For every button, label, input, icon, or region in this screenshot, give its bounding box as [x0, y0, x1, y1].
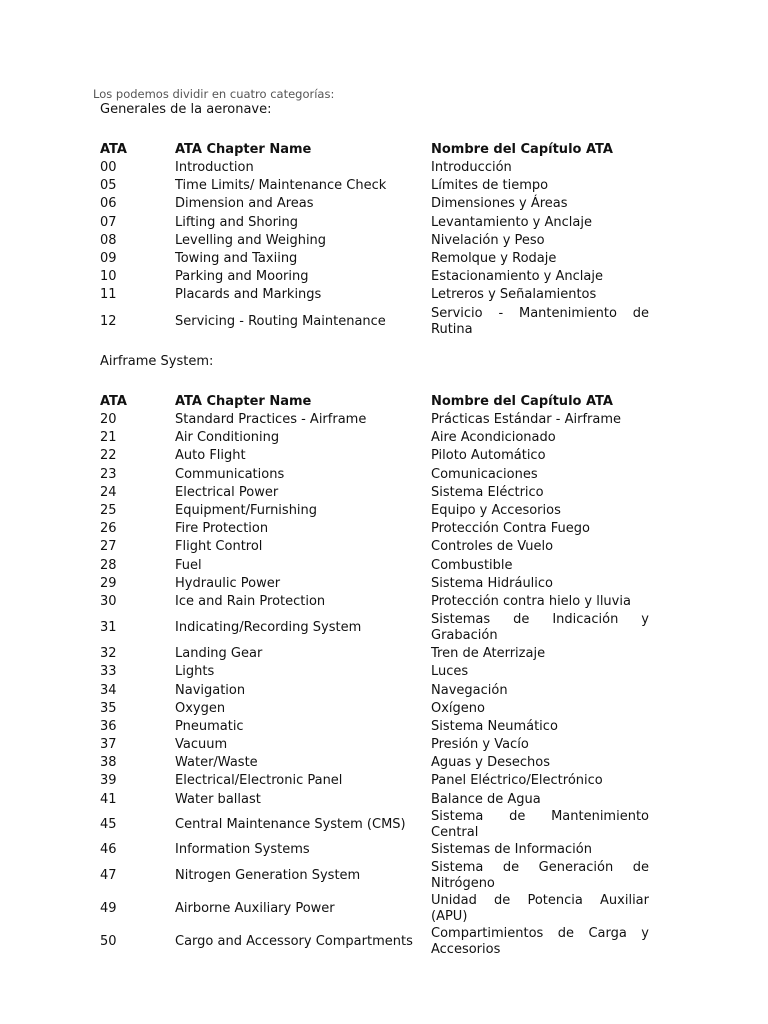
table-row [100, 681, 649, 699]
ata-code: 12 [100, 313, 117, 329]
table-row [100, 502, 649, 520]
ata-code: 37 [100, 737, 117, 753]
chapter-name: Parking and Mooring [175, 269, 309, 285]
ata-code: 49 [100, 900, 117, 916]
ata-code: 29 [100, 575, 117, 591]
table-row [100, 429, 649, 447]
chapter-name: Dimension and Areas [175, 196, 314, 212]
ata-code: 45 [100, 816, 117, 832]
chapter-name: Electrical/Electronic Panel [175, 773, 343, 789]
chapter-name: Lifting and Shoring [175, 214, 299, 230]
chapter-name: Auto Flight [175, 448, 246, 464]
table-row [100, 718, 649, 736]
table-row [100, 557, 649, 575]
table-row [100, 232, 649, 250]
nombre-capitulo: Equipo y Accesorios [431, 503, 561, 519]
nombre-capitulo: Prácticas Estándar - Airframe [431, 412, 622, 428]
table-row [100, 859, 649, 893]
chapter-name: Landing Gear [175, 646, 263, 662]
section-title: Airframe System: [100, 354, 214, 369]
nombre-capitulo: Presión y Vacío [431, 737, 529, 753]
nombre-capitulo: Comunicaciones [431, 466, 538, 482]
table-row [100, 593, 649, 611]
nombre-capitulo: Sistema de Mantenimiento Central [431, 808, 649, 840]
ata-code: 32 [100, 646, 117, 662]
ata-code: 11 [100, 287, 117, 303]
chapter-name: Airborne Auxiliary Power [175, 900, 335, 916]
nombre-capitulo: Protección Contra Fuego [431, 521, 590, 537]
table-row [100, 925, 649, 959]
ata-code: 28 [100, 557, 117, 573]
ata-code: 39 [100, 773, 117, 789]
chapter-name: Fuel [175, 557, 202, 573]
nombre-capitulo: Unidad de Potencia Auxiliar (APU) [431, 892, 649, 924]
ata-code: 24 [100, 484, 117, 500]
table-row [100, 611, 649, 645]
table-row [100, 411, 649, 429]
ata-code: 20 [100, 412, 117, 428]
chapter-name: Nitrogen Generation System [175, 867, 361, 883]
ata-code: 41 [100, 791, 117, 807]
nombre-capitulo: Luces [431, 664, 469, 680]
chapter-name: Equipment/Furnishing [175, 503, 318, 519]
ata-code: 33 [100, 664, 117, 680]
table-row [100, 700, 649, 718]
chapter-name: Central Maintenance System (CMS) [175, 816, 406, 832]
header-nombre: Nombre del Capítulo ATA [431, 393, 613, 409]
chapter-name: Hydraulic Power [175, 575, 281, 591]
ata-code: 26 [100, 521, 117, 537]
table-row [100, 538, 649, 556]
nombre-capitulo: Sistema Neumático [431, 718, 558, 734]
ata-code: 50 [100, 933, 117, 949]
table-row [100, 754, 649, 772]
ata-code: 06 [100, 196, 117, 212]
chapter-name: Time Limits/ Maintenance Check [175, 178, 387, 194]
nombre-capitulo: Nivelación y Peso [431, 232, 545, 248]
table-row [100, 466, 649, 484]
header-nombre: Nombre del Capítulo ATA [431, 141, 613, 157]
chapter-name: Navigation [175, 682, 246, 698]
nombre-capitulo: Aguas y Desechos [431, 755, 550, 771]
table-row [100, 484, 649, 502]
ata-code: 30 [100, 593, 117, 609]
nombre-capitulo: Servicio - Mantenimiento de Rutina [431, 305, 649, 337]
nombre-capitulo: Balance de Agua [431, 791, 541, 807]
nombre-capitulo: Remolque y Rodaje [431, 251, 557, 267]
table-row [100, 268, 649, 286]
table-body [100, 159, 649, 339]
chapter-name: Towing and Taxiing [175, 251, 298, 267]
table-row [100, 575, 649, 593]
chapter-name: Fire Protection [175, 521, 269, 537]
table-row [100, 893, 649, 925]
section-generales [100, 101, 650, 339]
nombre-capitulo: Tren de Aterrizaje [431, 646, 546, 662]
nombre-capitulo: Oxígeno [431, 700, 485, 716]
chapter-name: Indicating/Recording System [175, 620, 362, 636]
chapter-name: Flight Control [175, 539, 263, 555]
ata-code: 47 [100, 867, 117, 883]
chapter-name: Standard Practices - Airframe [175, 412, 367, 428]
chapter-name: Levelling and Weighing [175, 232, 327, 248]
ata-code: 35 [100, 700, 117, 716]
ata-code: 38 [100, 755, 117, 771]
ata-code: 27 [100, 539, 117, 555]
ata-code: 46 [100, 841, 117, 857]
nombre-capitulo: Sistemas de Indicación y Grabación [431, 612, 649, 644]
nombre-capitulo: Letreros y Señalamientos [431, 287, 597, 303]
ata-code: 00 [100, 160, 117, 176]
table-row [100, 663, 649, 681]
ata-code: 25 [100, 503, 117, 519]
chapter-name: Placards and Markings [175, 287, 322, 303]
ata-code: 34 [100, 682, 117, 698]
table-row [100, 214, 649, 232]
table-row [100, 177, 649, 195]
chapter-name: Servicing - Routing Maintenance [175, 313, 386, 329]
nombre-capitulo: Sistema Hidráulico [431, 575, 554, 591]
chapter-name: Information Systems [175, 841, 310, 857]
ata-code: 07 [100, 214, 117, 230]
ata-table-airframe [100, 392, 649, 959]
table-row [100, 772, 649, 790]
table-row [100, 736, 649, 754]
chapter-name: Air Conditioning [175, 430, 280, 446]
nombre-capitulo: Sistemas de Información [431, 841, 592, 857]
intro-text: Los podemos dividir en cuatro categorías: [93, 87, 335, 101]
table-row [100, 286, 649, 304]
table-row [100, 159, 649, 177]
table-row [100, 791, 649, 809]
header-chapter-name: ATA Chapter Name [175, 393, 312, 409]
section-title: Generales de la aeronave: [100, 102, 272, 117]
chapter-name: Vacuum [175, 737, 228, 753]
nombre-capitulo: Compartimientos de Carga y Accesorios [431, 925, 649, 957]
chapter-name: Cargo and Accessory Compartments [175, 933, 413, 949]
chapter-name: Pneumatic [175, 718, 244, 734]
table-row [100, 195, 649, 213]
section-airframe [100, 353, 650, 959]
nombre-capitulo: Navegación [431, 682, 508, 698]
ata-table-generales [100, 140, 649, 339]
table-row [100, 520, 649, 538]
ata-code: 31 [100, 620, 117, 636]
table-row [100, 305, 649, 339]
nombre-capitulo: Estacionamiento y Anclaje [431, 269, 603, 285]
nombre-capitulo: Sistema de Generación de Nitrógeno [431, 859, 649, 891]
ata-code: 23 [100, 466, 117, 482]
header-ata: ATA [100, 141, 127, 157]
chapter-name: Water/Waste [175, 755, 258, 771]
nombre-capitulo: Levantamiento y Anclaje [431, 214, 592, 230]
chapter-name: Ice and Rain Protection [175, 593, 326, 609]
chapter-name: Water ballast [175, 791, 261, 807]
chapter-name: Electrical Power [175, 484, 279, 500]
table-row [100, 645, 649, 663]
ata-code: 05 [100, 178, 117, 194]
chapter-name: Communications [175, 466, 285, 482]
nombre-capitulo: Límites de tiempo [431, 178, 549, 194]
chapter-name: Lights [175, 664, 215, 680]
nombre-capitulo: Controles de Vuelo [431, 539, 554, 555]
ata-code: 21 [100, 430, 117, 446]
nombre-capitulo: Protección contra hielo y lluvia [431, 593, 631, 609]
chapter-name: Introduction [175, 160, 254, 176]
nombre-capitulo: Sistema Eléctrico [431, 484, 544, 500]
ata-code: 09 [100, 251, 117, 267]
table-row [100, 809, 649, 841]
nombre-capitulo: Combustible [431, 557, 513, 573]
nombre-capitulo: Aire Acondicionado [431, 430, 556, 446]
nombre-capitulo: Piloto Automático [431, 448, 546, 464]
chapter-name: Oxygen [175, 700, 226, 716]
header-chapter-name: ATA Chapter Name [175, 141, 312, 157]
nombre-capitulo: Panel Eléctrico/Electrónico [431, 773, 603, 789]
ata-code: 08 [100, 232, 117, 248]
ata-code: 36 [100, 718, 117, 734]
nombre-capitulo: Dimensiones y Áreas [431, 196, 568, 212]
table-row [100, 841, 649, 859]
header-ata: ATA [100, 393, 127, 409]
table-row [100, 250, 649, 268]
table-row [100, 447, 649, 465]
ata-code: 10 [100, 269, 117, 285]
table-body [100, 411, 649, 959]
nombre-capitulo: Introducción [431, 160, 512, 176]
ata-code: 22 [100, 448, 117, 464]
